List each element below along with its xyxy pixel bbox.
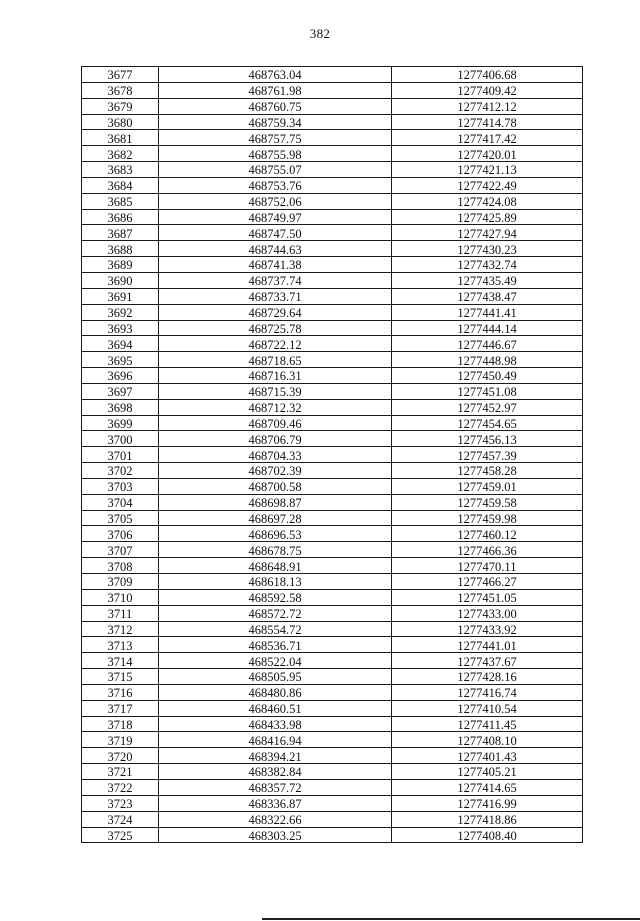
point-number-cell: 3695 — [82, 352, 159, 368]
point-number-cell: 3698 — [82, 399, 159, 415]
table-row — [82, 447, 583, 463]
y-coordinate-cell: 1277459.01 — [392, 478, 583, 494]
point-number-cell: 3680 — [82, 114, 159, 130]
table-row — [82, 415, 583, 431]
y-coordinate-cell: 1277437.67 — [392, 653, 583, 669]
x-coordinate-cell: 468696.53 — [159, 526, 392, 542]
y-coordinate-cell: 1277435.49 — [392, 272, 583, 288]
table-row — [82, 526, 583, 542]
table-row — [82, 764, 583, 780]
table-row — [82, 130, 583, 146]
x-coordinate-cell: 468648.91 — [159, 558, 392, 574]
table-row — [82, 352, 583, 368]
x-coordinate-cell: 468554.72 — [159, 621, 392, 637]
x-coordinate-cell: 468761.98 — [159, 82, 392, 98]
table-row — [82, 336, 583, 352]
x-coordinate-cell: 468733.71 — [159, 288, 392, 304]
y-coordinate-cell: 1277405.21 — [392, 764, 583, 780]
y-coordinate-cell: 1277470.11 — [392, 558, 583, 574]
point-number-cell: 3678 — [82, 82, 159, 98]
table-row — [82, 827, 583, 843]
table-row — [82, 320, 583, 336]
y-coordinate-cell: 1277409.42 — [392, 82, 583, 98]
point-number-cell: 3706 — [82, 526, 159, 542]
y-coordinate-cell: 1277425.89 — [392, 209, 583, 225]
table-row — [82, 542, 583, 558]
table-row — [82, 653, 583, 669]
table-row — [82, 225, 583, 241]
x-coordinate-cell: 468382.84 — [159, 764, 392, 780]
x-coordinate-cell: 468505.95 — [159, 669, 392, 685]
table-row — [82, 558, 583, 574]
point-number-cell: 3711 — [82, 605, 159, 621]
table-row — [82, 114, 583, 130]
point-number-cell: 3724 — [82, 811, 159, 827]
y-coordinate-cell: 1277401.43 — [392, 748, 583, 764]
y-coordinate-cell: 1277446.67 — [392, 336, 583, 352]
point-number-cell: 3709 — [82, 574, 159, 590]
y-coordinate-cell: 1277410.54 — [392, 700, 583, 716]
y-coordinate-cell: 1277444.14 — [392, 320, 583, 336]
table-row — [82, 748, 583, 764]
x-coordinate-cell: 468718.65 — [159, 352, 392, 368]
x-coordinate-cell: 468757.75 — [159, 130, 392, 146]
x-coordinate-cell: 468678.75 — [159, 542, 392, 558]
point-number-cell: 3693 — [82, 320, 159, 336]
y-coordinate-cell: 1277460.12 — [392, 526, 583, 542]
x-coordinate-cell: 468416.94 — [159, 732, 392, 748]
x-coordinate-cell: 468572.72 — [159, 605, 392, 621]
point-number-cell: 3705 — [82, 510, 159, 526]
y-coordinate-cell: 1277456.13 — [392, 431, 583, 447]
point-number-cell: 3699 — [82, 415, 159, 431]
x-coordinate-cell: 468618.13 — [159, 574, 392, 590]
table-row — [82, 209, 583, 225]
table-row — [82, 589, 583, 605]
table-row — [82, 478, 583, 494]
y-coordinate-cell: 1277433.00 — [392, 605, 583, 621]
x-coordinate-cell: 468592.58 — [159, 589, 392, 605]
table-row — [82, 605, 583, 621]
y-coordinate-cell: 1277438.47 — [392, 288, 583, 304]
y-coordinate-cell: 1277451.08 — [392, 383, 583, 399]
y-coordinate-cell: 1277414.78 — [392, 114, 583, 130]
y-coordinate-cell: 1277416.74 — [392, 684, 583, 700]
table-row — [82, 669, 583, 685]
table-row — [82, 431, 583, 447]
table-row — [82, 637, 583, 653]
point-number-cell: 3677 — [82, 67, 159, 83]
y-coordinate-cell: 1277466.36 — [392, 542, 583, 558]
point-number-cell: 3714 — [82, 653, 159, 669]
y-coordinate-cell: 1277452.97 — [392, 399, 583, 415]
point-number-cell: 3702 — [82, 463, 159, 479]
table-row — [82, 684, 583, 700]
point-number-cell: 3712 — [82, 621, 159, 637]
x-coordinate-cell: 468760.75 — [159, 98, 392, 114]
x-coordinate-cell: 468303.25 — [159, 827, 392, 843]
x-coordinate-cell: 468536.71 — [159, 637, 392, 653]
x-coordinate-cell: 468744.63 — [159, 241, 392, 257]
y-coordinate-cell: 1277441.01 — [392, 637, 583, 653]
x-coordinate-cell: 468712.32 — [159, 399, 392, 415]
point-number-cell: 3692 — [82, 304, 159, 320]
y-coordinate-cell: 1277459.58 — [392, 494, 583, 510]
point-number-cell: 3696 — [82, 368, 159, 384]
point-number-cell: 3689 — [82, 257, 159, 273]
table-row — [82, 162, 583, 178]
y-coordinate-cell: 1277451.05 — [392, 589, 583, 605]
table-row — [82, 288, 583, 304]
table-row — [82, 510, 583, 526]
x-coordinate-cell: 468357.72 — [159, 779, 392, 795]
x-coordinate-cell: 468697.28 — [159, 510, 392, 526]
y-coordinate-cell: 1277418.86 — [392, 811, 583, 827]
y-coordinate-cell: 1277416.99 — [392, 795, 583, 811]
point-number-cell: 3683 — [82, 162, 159, 178]
point-number-cell: 3691 — [82, 288, 159, 304]
table-row — [82, 193, 583, 209]
y-coordinate-cell: 1277422.49 — [392, 177, 583, 193]
y-coordinate-cell: 1277459.98 — [392, 510, 583, 526]
x-coordinate-cell: 468752.06 — [159, 193, 392, 209]
table-row — [82, 463, 583, 479]
y-coordinate-cell: 1277432.74 — [392, 257, 583, 273]
y-coordinate-cell: 1277448.98 — [392, 352, 583, 368]
y-coordinate-cell: 1277424.08 — [392, 193, 583, 209]
point-number-cell: 3704 — [82, 494, 159, 510]
point-number-cell: 3719 — [82, 732, 159, 748]
point-number-cell: 3713 — [82, 637, 159, 653]
y-coordinate-cell: 1277414.65 — [392, 779, 583, 795]
point-number-cell: 3697 — [82, 383, 159, 399]
x-coordinate-cell: 468336.87 — [159, 795, 392, 811]
x-coordinate-cell: 468722.12 — [159, 336, 392, 352]
y-coordinate-cell: 1277408.40 — [392, 827, 583, 843]
y-coordinate-cell: 1277457.39 — [392, 447, 583, 463]
table-row — [82, 779, 583, 795]
point-number-cell: 3679 — [82, 98, 159, 114]
x-coordinate-cell: 468755.98 — [159, 146, 392, 162]
x-coordinate-cell: 468753.76 — [159, 177, 392, 193]
table-row — [82, 399, 583, 415]
x-coordinate-cell: 468322.66 — [159, 811, 392, 827]
point-number-cell: 3722 — [82, 779, 159, 795]
coordinates-table — [81, 66, 583, 843]
point-number-cell: 3681 — [82, 130, 159, 146]
table-row — [82, 67, 583, 83]
table-row — [82, 177, 583, 193]
point-number-cell: 3685 — [82, 193, 159, 209]
point-number-cell: 3723 — [82, 795, 159, 811]
x-coordinate-cell: 468522.04 — [159, 653, 392, 669]
point-number-cell: 3684 — [82, 177, 159, 193]
y-coordinate-cell: 1277406.68 — [392, 67, 583, 83]
x-coordinate-cell: 468747.50 — [159, 225, 392, 241]
y-coordinate-cell: 1277458.28 — [392, 463, 583, 479]
table-row — [82, 700, 583, 716]
x-coordinate-cell: 468394.21 — [159, 748, 392, 764]
y-coordinate-cell: 1277441.41 — [392, 304, 583, 320]
x-coordinate-cell: 468460.51 — [159, 700, 392, 716]
y-coordinate-cell: 1277417.42 — [392, 130, 583, 146]
x-coordinate-cell: 468759.34 — [159, 114, 392, 130]
table-row — [82, 811, 583, 827]
table-row — [82, 732, 583, 748]
coordinates-table-body — [82, 67, 583, 843]
point-number-cell: 3721 — [82, 764, 159, 780]
y-coordinate-cell: 1277430.23 — [392, 241, 583, 257]
y-coordinate-cell: 1277427.94 — [392, 225, 583, 241]
point-number-cell: 3688 — [82, 241, 159, 257]
x-coordinate-cell: 468709.46 — [159, 415, 392, 431]
point-number-cell: 3715 — [82, 669, 159, 685]
table-row — [82, 716, 583, 732]
x-coordinate-cell: 468715.39 — [159, 383, 392, 399]
x-coordinate-cell: 468433.98 — [159, 716, 392, 732]
point-number-cell: 3708 — [82, 558, 159, 574]
y-coordinate-cell: 1277450.49 — [392, 368, 583, 384]
y-coordinate-cell: 1277466.27 — [392, 574, 583, 590]
point-number-cell: 3682 — [82, 146, 159, 162]
y-coordinate-cell: 1277433.92 — [392, 621, 583, 637]
table-row — [82, 621, 583, 637]
point-number-cell: 3707 — [82, 542, 159, 558]
y-coordinate-cell: 1277428.16 — [392, 669, 583, 685]
point-number-cell: 3718 — [82, 716, 159, 732]
table-row — [82, 795, 583, 811]
point-number-cell: 3720 — [82, 748, 159, 764]
table-row — [82, 272, 583, 288]
y-coordinate-cell: 1277420.01 — [392, 146, 583, 162]
point-number-cell: 3701 — [82, 447, 159, 463]
x-coordinate-cell: 468755.07 — [159, 162, 392, 178]
x-coordinate-cell: 468706.79 — [159, 431, 392, 447]
table-row — [82, 146, 583, 162]
y-coordinate-cell: 1277421.13 — [392, 162, 583, 178]
table-row — [82, 241, 583, 257]
y-coordinate-cell: 1277411.45 — [392, 716, 583, 732]
table-row — [82, 304, 583, 320]
table-row — [82, 383, 583, 399]
x-coordinate-cell: 468741.38 — [159, 257, 392, 273]
y-coordinate-cell: 1277412.12 — [392, 98, 583, 114]
table-row — [82, 98, 583, 114]
x-coordinate-cell: 468704.33 — [159, 447, 392, 463]
bottom-rule — [262, 918, 640, 920]
table-row — [82, 574, 583, 590]
point-number-cell: 3690 — [82, 272, 159, 288]
page-number: 382 — [309, 26, 331, 41]
y-coordinate-cell: 1277408.10 — [392, 732, 583, 748]
point-number-cell: 3687 — [82, 225, 159, 241]
x-coordinate-cell: 468749.97 — [159, 209, 392, 225]
point-number-cell: 3686 — [82, 209, 159, 225]
table-row — [82, 494, 583, 510]
point-number-cell: 3703 — [82, 478, 159, 494]
point-number-cell: 3694 — [82, 336, 159, 352]
x-coordinate-cell: 468737.74 — [159, 272, 392, 288]
table-row — [82, 257, 583, 273]
point-number-cell: 3710 — [82, 589, 159, 605]
table-row — [82, 82, 583, 98]
point-number-cell: 3716 — [82, 684, 159, 700]
point-number-cell: 3725 — [82, 827, 159, 843]
point-number-cell: 3700 — [82, 431, 159, 447]
x-coordinate-cell: 468698.87 — [159, 494, 392, 510]
x-coordinate-cell: 468716.31 — [159, 368, 392, 384]
x-coordinate-cell: 468480.86 — [159, 684, 392, 700]
x-coordinate-cell: 468725.78 — [159, 320, 392, 336]
table-row — [82, 368, 583, 384]
x-coordinate-cell: 468763.04 — [159, 67, 392, 83]
x-coordinate-cell: 468729.64 — [159, 304, 392, 320]
x-coordinate-cell: 468702.39 — [159, 463, 392, 479]
point-number-cell: 3717 — [82, 700, 159, 716]
y-coordinate-cell: 1277454.65 — [392, 415, 583, 431]
x-coordinate-cell: 468700.58 — [159, 478, 392, 494]
